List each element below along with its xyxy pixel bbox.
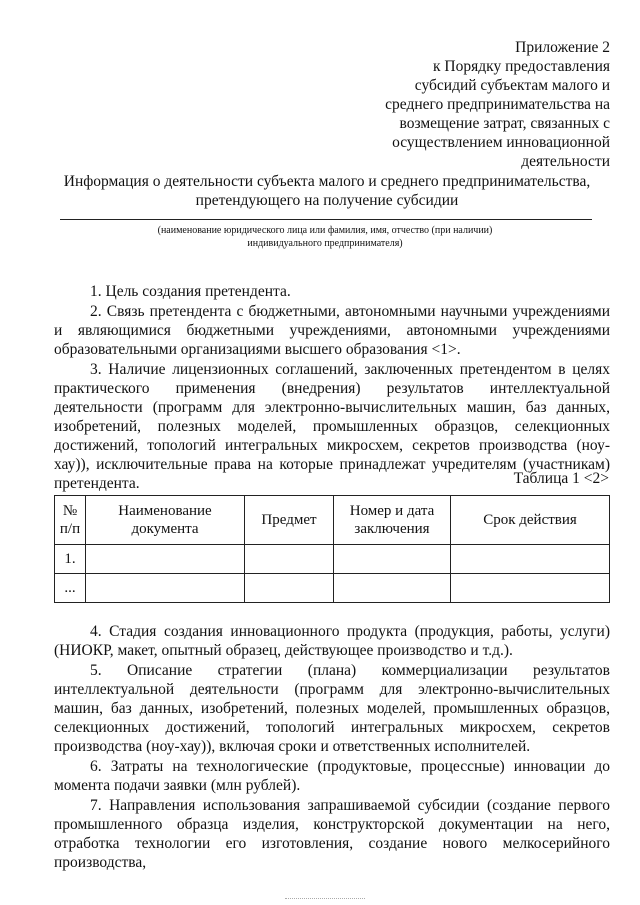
name-caption	[120, 224, 530, 250]
caption-line: (наименование юридического лица или фамилия, имя, отчество (при наличии)	[157, 225, 493, 236]
title-line: претендующего на получение субсидии	[195, 192, 459, 209]
header-number: № п/п	[55, 496, 86, 545]
table-cell	[245, 574, 334, 603]
appendix-line: к Порядку предоставления	[433, 58, 610, 75]
agreements-table	[54, 495, 610, 603]
appendix-line: Приложение 2	[515, 39, 610, 56]
table-cell	[451, 545, 610, 574]
paragraph-2: 2. Связь претендента с бюджетными, автономными научными учреждениями и являющимися бюджетными учреждениями, автономными учреждениями образовательными организациями высшего образования <1>.	[54, 303, 610, 358]
header-term: Срок действия	[451, 496, 610, 545]
appendix-line: субсидий субъектам малого и	[414, 77, 610, 94]
table-row	[55, 574, 610, 603]
paragraph-1: 1. Цель создания претендента.	[90, 283, 291, 300]
table-cell: ...	[55, 574, 86, 603]
appendix-line: осуществлением инновационной	[392, 134, 610, 151]
header-subject: Предмет	[245, 496, 334, 545]
paragraph-3: 3. Наличие лицензионных соглашений, заключенных претендентом в целях практического применения (внедрения) результатов интеллектуальной деятельности (программ для электронно-вычислительных машин, баз данных, изобретений, полезных моделей, промышленных образцов, селекционных достижений, топологий интегральных микросхем, секретов производства (ноу-хау)), исключительные права на которые принадлежат учредителям (участникам) претендента.	[54, 361, 610, 492]
header-document-name: Наименование документа	[86, 496, 245, 545]
paragraph-6: 6. Затраты на технологические (продуктовые, процессные) инновации до момента подачи заявки (млн рублей).	[54, 758, 610, 794]
title-line: Информация о деятельности субъекта малого и среднего предпринимательства,	[63, 173, 591, 190]
header-number-date: Номер и дата заключения	[334, 496, 451, 545]
appendix-line: деятельности	[521, 153, 610, 170]
appendix-line: среднего предпринимательства на	[385, 96, 610, 113]
caption-line: индивидуального предпринимателя)	[247, 238, 403, 249]
paragraph-4: 4. Стадия создания инновационного продукта (продукция, работы, услуги) (НИОКР, макет, опытный образец, действующее производство и т.д.).	[54, 623, 610, 659]
paragraph-5: 5. Описание стратегии (плана) коммерциализации результатов интеллектуальной деятельности (программ для электронно-вычислительных машин, баз данных, изобретений, полезных моделей, промышленных образцов, селекционных достижений, топологий интегральных микросхем, секретов производства (ноу-хау)), включая сроки и ответственных исполнителей.	[54, 662, 610, 755]
appendix-header	[350, 38, 610, 171]
page-footer-mark	[285, 898, 365, 902]
name-fill-line	[60, 219, 592, 220]
table-cell: 1.	[55, 545, 86, 574]
table-caption: Таблица 1 <2>	[513, 470, 609, 487]
body-section-2	[54, 622, 610, 872]
table-header-row	[55, 496, 610, 545]
table-cell	[451, 574, 610, 603]
table-row	[55, 545, 610, 574]
paragraph-7: 7. Направления использования запрашиваемой субсидии (создание первого промышленного образца изделия, конструкторской документации на него, отработка технологии его изготовления, создание нового мелкосерийного производства,	[54, 797, 610, 871]
table-cell	[86, 574, 245, 603]
table-cell	[334, 545, 451, 574]
appendix-line: возмещение затрат, связанных с	[399, 115, 610, 132]
table-cell	[245, 545, 334, 574]
body-section-1	[54, 282, 610, 493]
document-title	[40, 172, 614, 210]
table-cell	[334, 574, 451, 603]
table-cell	[86, 545, 245, 574]
